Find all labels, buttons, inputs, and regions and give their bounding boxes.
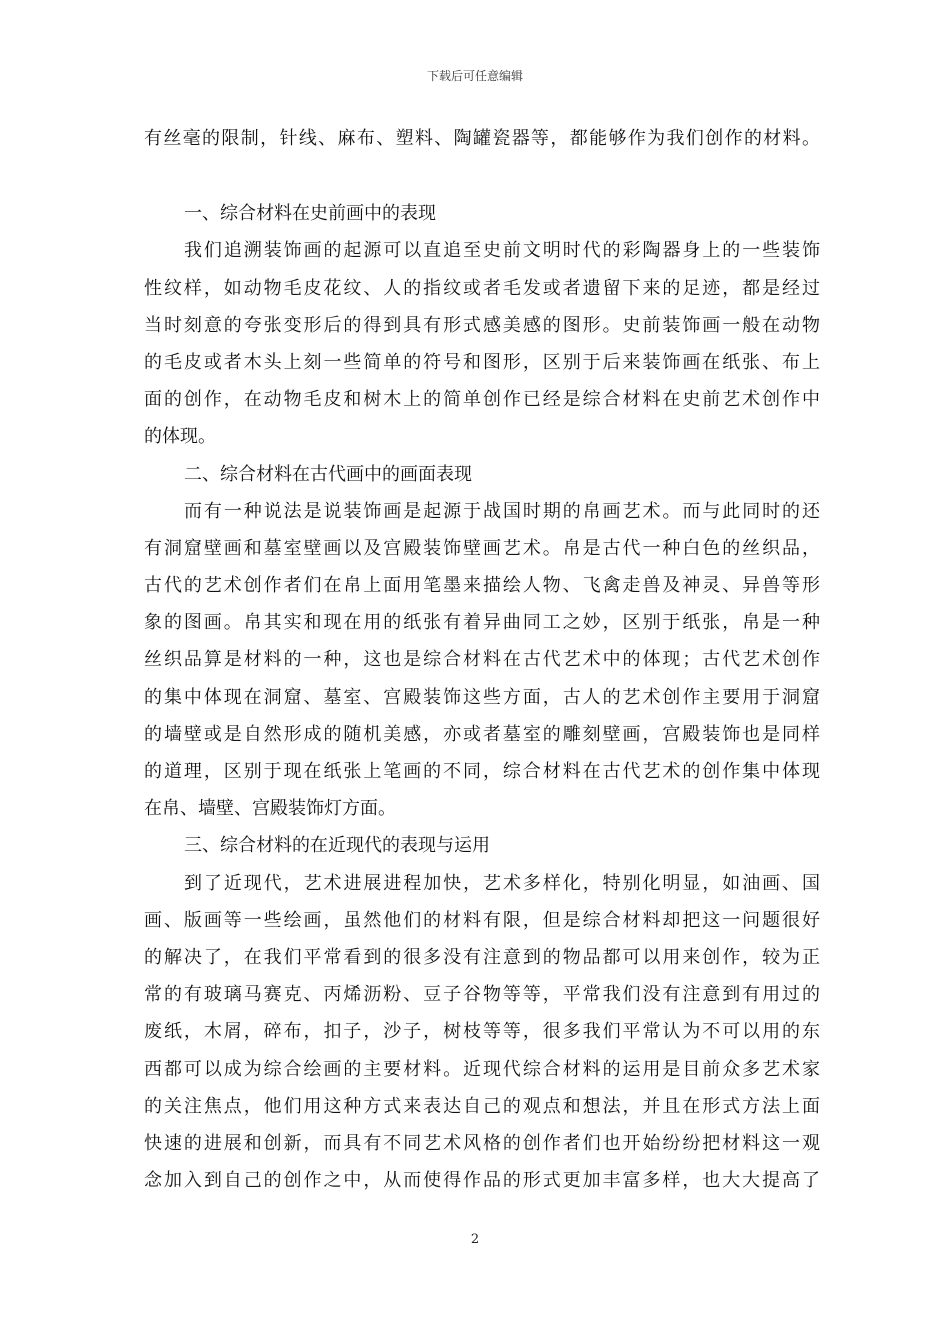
section-1-line: 我们追溯装饰画的起源可以直追至史前文明时代的彩陶器身上的一些装饰 <box>184 240 820 262</box>
section-2-line: 象的图画。帛其实和现在用的纸张有着异曲同工之妙，区别于纸张，帛是一种 <box>144 612 820 634</box>
section-3-line: 画、版画等一些绘画，虽然他们的材料有限，但是综合材料却把这一问题很好 <box>144 909 820 931</box>
section-3-line: 常的有玻璃马赛克、丙烯沥粉、豆子谷物等等，平常我们没有注意到有用过的 <box>144 984 820 1006</box>
section-1-line: 的体现。 <box>144 426 216 448</box>
intro-line: 有丝毫的限制，针线、麻布、塑料、陶罐瓷器等，都能够作为我们创作的材料。 <box>144 128 820 149</box>
section-3-line: 的关注焦点，他们用这种方式来表达自己的观点和想法，并且在形式方法上面 <box>144 1095 820 1117</box>
section-2-line: 在帛、墙壁、宫殿装饰灯方面。 <box>144 798 396 820</box>
section-2-line: 的道理，区别于现在纸张上笔画的不同，综合材料在古代艺术的创作集中体现 <box>144 761 820 782</box>
section-3-line: 西都可以成为综合绘画的主要材料。近现代综合材料的运用是目前众多艺术家 <box>144 1058 820 1080</box>
section-3-line: 的解决了，在我们平常看到的很多没有注意到的物品都可以用来创作，较为正 <box>144 946 820 968</box>
section-2-heading: 二、综合材料在古代画中的画面表现 <box>184 463 472 485</box>
section-3-heading: 三、综合材料的在近现代的表现与运用 <box>184 835 490 857</box>
section-2-line: 而有一种说法是说装饰画是起源于战国时期的帛画艺术。而与此同时的还 <box>184 500 820 522</box>
section-1-line: 性纹样，如动物毛皮花纹、人的指纹或者毛发或者遗留下来的足迹，都是经过 <box>144 277 820 299</box>
section-2-line: 有洞窟壁画和墓室壁画以及宫殿装饰壁画艺术。帛是古代一种白色的丝织品， <box>144 537 820 559</box>
section-3-line: 快速的进展和创新，而具有不同艺术风格的创作者们也开始纷纷把材料这一观 <box>144 1132 820 1154</box>
page-number: 2 <box>470 1232 480 1247</box>
section-1-heading: 一、综合材料在史前画中的表现 <box>184 203 436 225</box>
section-2-line: 古代的艺术创作者们在帛上面用笔墨来描绘人物、飞禽走兽及神灵、异兽等形 <box>144 575 820 597</box>
section-2-line: 丝织品算是材料的一种，这也是综合材料在古代艺术中的体现；古代艺术创作 <box>144 649 820 671</box>
section-3-line: 到了近现代，艺术进展进程加快，艺术多样化，特别化明显，如油画、国 <box>184 872 820 894</box>
section-1-line: 的毛皮或者木头上刻一些简单的符号和图形，区别于后来装饰画在纸张、布上 <box>144 351 820 373</box>
section-2-line: 的墙壁或是自然形成的随机美感，亦或者墓室的雕刻壁画，宫殿装饰也是同样 <box>144 723 820 745</box>
document-body <box>144 120 820 1199</box>
section-3-line: 念加入到自己的创作之中，从而使得作品的形式更加丰富多样，也大大提高了 <box>144 1170 820 1192</box>
section-3-line: 废纸，木屑，碎布，扣子，沙子，树枝等等，很多我们平常认为不可以用的东 <box>144 1021 820 1043</box>
section-2-line: 的集中体现在洞窟、墓室、宫殿装饰这些方面，古人的艺术创作主要用于洞窟 <box>144 686 820 708</box>
section-1-line: 当时刻意的夸张变形后的得到具有形式感美感的图形。史前装饰画一般在动物 <box>144 314 820 336</box>
page-header: 下载后可任意编辑 <box>426 69 523 83</box>
section-1-line: 面的创作，在动物毛皮和树木上的简单创作已经是综合材料在史前艺术创作中 <box>144 389 820 411</box>
